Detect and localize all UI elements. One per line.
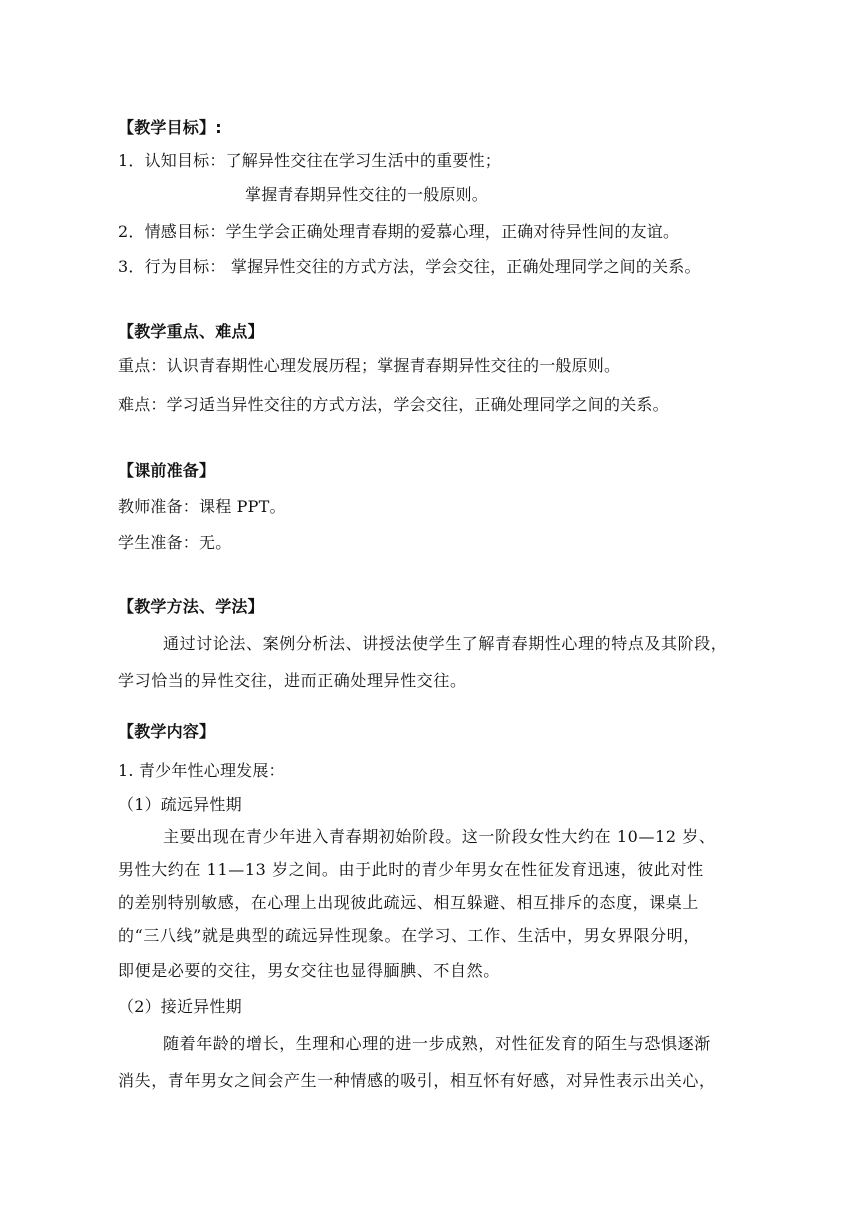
teacher-preparation: 教师准备：课程 PPT。: [118, 497, 286, 516]
stage1-paragraph-line: 主要出现在青少年进入青春期初始阶段。这一阶段女性大约在 10—12 岁、: [163, 827, 716, 846]
key-points-heading: 【教学重点、难点】: [118, 322, 264, 341]
stage2-title: （2）接近异性期: [118, 997, 242, 1016]
methods-paragraph-line: 通过讨论法、案例分析法、讲授法使学生了解青春期性心理的特点及其阶段，: [163, 634, 728, 653]
objective-cognitive-cont: 掌握青春期异性交往的一般原则。: [245, 185, 489, 204]
stage2-paragraph-line: 随着年龄的增长，生理和心理的进一步成熟，对性征发育的陌生与恐惧逐渐: [163, 1034, 711, 1053]
methods-paragraph-line: 学习恰当的异性交往，进而正确处理异性交往。: [118, 671, 467, 690]
preparation-heading: 【课前准备】: [118, 461, 216, 480]
objective-emotional: 2．情感目标：学生学会正确处理青春期的爱慕心理，正确对待异性间的友谊。: [118, 222, 680, 241]
methods-heading: 【教学方法、学法】: [118, 597, 264, 616]
stage1-paragraph-line: 即便是必要的交往，男女交往也显得腼腆、不自然。: [118, 961, 500, 980]
stage2-paragraph-line: 消失，青年男女之间会产生一种情感的吸引，相互怀有好感，对异性表示出关心，: [118, 1071, 716, 1090]
content-heading: 【教学内容】: [118, 722, 216, 741]
objectives-heading: 【教学目标】:: [118, 118, 222, 137]
stage1-title: （1）疏远异性期: [118, 795, 242, 814]
student-preparation: 学生准备：无。: [118, 533, 232, 552]
content-subheading: 1. 青少年性心理发展：: [118, 761, 285, 780]
key-point: 重点：认识青春期性心理发展历程；掌握青春期异性交往的一般原则。: [118, 356, 621, 375]
objective-cognitive: 1．认知目标：了解异性交往在学习生活中的重要性；: [118, 151, 501, 170]
difficult-point: 难点：学习适当异性交往的方式方法，学会交往，正确处理同学之间的关系。: [118, 395, 669, 414]
stage1-paragraph-line: 的差别特别敏感，在心理上出现彼此疏远、相互躲避、相互排斥的态度，课桌上: [118, 893, 700, 912]
objective-behavioral: 3．行为目标： 掌握异性交往的方式方法，学会交往，正确处理同学之间的关系。: [118, 257, 701, 276]
stage1-paragraph-line: 的“三八线”就是典型的疏远异性现象。在学习、工作、生活中，男女界限分明，: [118, 926, 700, 945]
stage1-paragraph-line: 男性大约在 11—13 岁之间。由于此时的青少年男女在性征发育迅速，彼此对性: [118, 860, 704, 879]
